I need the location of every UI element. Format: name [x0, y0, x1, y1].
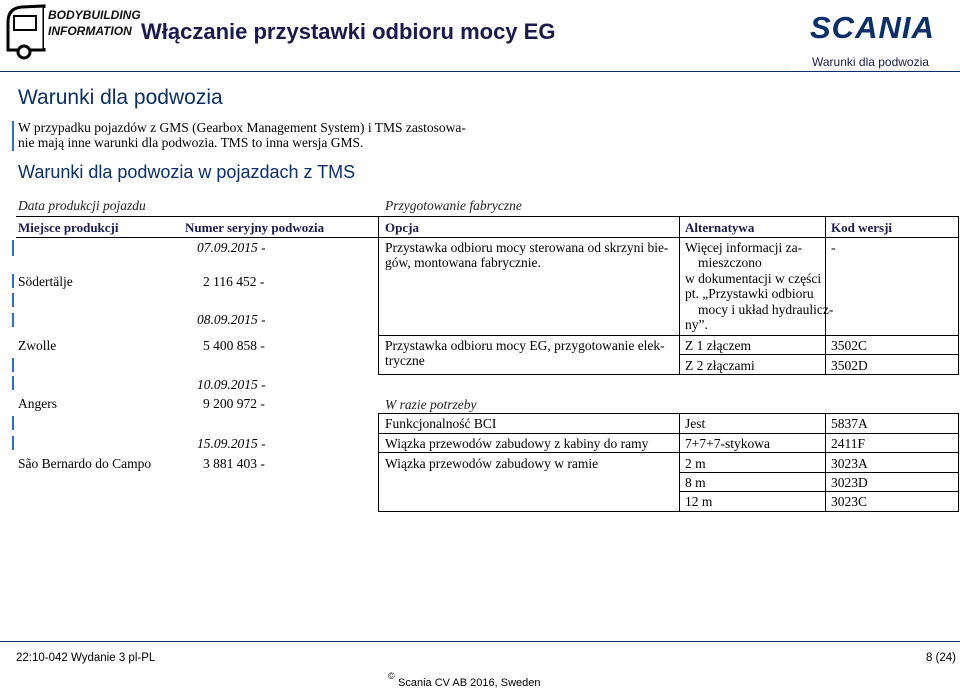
option2-text-line2: tryczne: [385, 353, 425, 368]
option2-text-line1: Przystawka odbioru mocy EG, przygotowanie elek-: [385, 338, 665, 353]
change-bar: [12, 293, 14, 307]
extra-alt: 7+7+7-stykowa: [685, 436, 770, 451]
scania-logo: SCANIA: [810, 10, 935, 45]
chassis-serial: 3 881 403 -: [203, 456, 265, 471]
grid-line: [958, 216, 959, 238]
copyright-text: Scania CV AB 2016, Sweden: [398, 677, 541, 689]
grid-line: [825, 237, 826, 335]
extra-alt: Jest: [685, 416, 706, 431]
column-header-option: Opcja: [385, 220, 419, 235]
extra-version: 5837A: [831, 416, 868, 431]
section-heading: Warunki dla podwozia: [18, 86, 223, 109]
header-divider: [0, 71, 960, 72]
group-heading-factory-prep: Przygotowanie fabryczne: [385, 198, 522, 213]
change-bar: [12, 436, 14, 450]
bodybuilding-information-logo: [4, 2, 141, 60]
subsection-heading: Warunki dla podwozia w pojazdach z TMS: [18, 162, 356, 182]
footer-divider: [0, 641, 960, 642]
grid-line: [679, 216, 680, 238]
table-row-rule: [679, 354, 958, 355]
table-row-rule: [679, 472, 958, 473]
grid-line: [679, 335, 680, 375]
column-header-version: Kod wersji: [831, 220, 893, 235]
production-date: 08.09.2015 -: [197, 312, 266, 327]
option1-alt-line: mieszczono: [698, 255, 762, 270]
extra-version: 3023D: [831, 475, 868, 490]
extra-option: Wiązka przewodów zabudowy z kabiny do ramy: [385, 436, 649, 451]
extra-option: Funkcjonalność BCI: [385, 416, 497, 431]
column-header-place: Miejsce produkcji: [18, 220, 119, 235]
extra-option: Wiązka przewodów zabudowy w ramie: [385, 456, 599, 471]
intro-text-line2: nie mają inne warunki dla podwozia. TMS to inna wersja GMS.: [18, 135, 364, 150]
chassis-serial: 2 116 452 -: [203, 274, 265, 289]
grid-line: [378, 216, 379, 238]
option2-version: 3502C: [831, 338, 868, 353]
production-place: São Bernardo do Campo: [18, 456, 152, 471]
option2-version: 3502D: [831, 358, 868, 373]
table-row-rule: [378, 433, 958, 434]
grid-line: [958, 237, 959, 335]
change-bar: [12, 376, 14, 390]
production-date: 15.09.2015 -: [197, 436, 266, 451]
grid-line: [378, 237, 379, 335]
extra-alt: 12 m: [685, 494, 713, 509]
option1-alt-line: mocy i układ hydraulicz-: [698, 302, 834, 317]
option1-alt-line: pt. „Przystawki odbioru: [685, 286, 814, 301]
grid-line: [378, 413, 379, 512]
table-top-rule: [378, 413, 958, 414]
grid-line: [958, 335, 959, 375]
grid-line: [378, 335, 379, 375]
production-date: 10.09.2015 -: [197, 377, 266, 392]
table-row-rule: [679, 491, 958, 492]
change-bar: [12, 416, 14, 430]
table-top-rule: [16, 216, 958, 217]
change-bar: [12, 313, 14, 327]
document-id: 22:10-042 Wydanie 3 pl-PL: [16, 652, 156, 664]
table-row-rule: [378, 335, 958, 336]
extra-version: 3023C: [831, 494, 868, 509]
change-bar: [12, 274, 14, 288]
production-place: Zwolle: [18, 338, 57, 353]
table-row-rule: [378, 452, 958, 453]
option1-alt-line: w dokumentacji w części: [685, 271, 822, 286]
chassis-serial: 5 400 858 -: [203, 338, 265, 353]
chassis-serial: 9 200 972 -: [203, 396, 265, 411]
grid-line: [679, 237, 680, 335]
option2-alt: Z 1 złączem: [685, 338, 751, 353]
extra-version: 2411F: [831, 436, 866, 451]
logo-text-line1: BODYBUILDING: [48, 8, 141, 22]
production-place: Angers: [18, 396, 57, 411]
option1-text-line1: Przystawka odbioru mocy sterowana od skrzyni bie-: [385, 240, 669, 255]
header-section-name: Warunki dla podwozia: [812, 55, 929, 69]
grid-line: [825, 335, 826, 375]
page-title: Włączanie przystawki odbioru mocy EG: [141, 19, 556, 44]
extra-alt: 8 m: [685, 475, 706, 490]
production-place: Södertälje: [18, 274, 73, 289]
column-header-serial: Numer seryjny podwozia: [185, 220, 325, 235]
grid-line: [679, 413, 680, 512]
table-header-rule: [16, 237, 958, 238]
grid-line: [958, 413, 959, 512]
change-bar: [12, 358, 14, 372]
option1-version: -: [831, 240, 836, 255]
column-header-alternative: Alternatywa: [685, 220, 755, 235]
grid-line: [825, 413, 826, 512]
change-bar: [12, 121, 14, 151]
change-bar: [12, 240, 14, 256]
page-number: 8 (24): [925, 652, 956, 664]
option1-text-line2: gów, montowana fabrycznie.: [385, 255, 541, 270]
table-bottom-rule: [378, 511, 958, 512]
extra-version: 3023A: [831, 456, 868, 471]
copyright-icon: ©: [388, 671, 395, 681]
production-date: 07.09.2015 -: [197, 240, 266, 255]
grid-line: [825, 216, 826, 238]
if-needed-heading: W razie potrzeby: [385, 397, 477, 412]
group-heading-production-date: Data produkcji pojazdu: [18, 198, 146, 213]
option1-alt-line: Więcej informacji za-: [685, 240, 803, 255]
table-row-rule: [378, 374, 958, 375]
extra-alt: 2 m: [685, 456, 706, 471]
intro-text-line1: W przypadku pojazdów z GMS (Gearbox Management System) i TMS zastosowa-: [18, 120, 466, 135]
option1-alt-line: ny”.: [685, 317, 708, 332]
logo-text-line2: INFORMATION: [48, 24, 132, 38]
option2-alt: Z 2 złączami: [685, 358, 755, 373]
